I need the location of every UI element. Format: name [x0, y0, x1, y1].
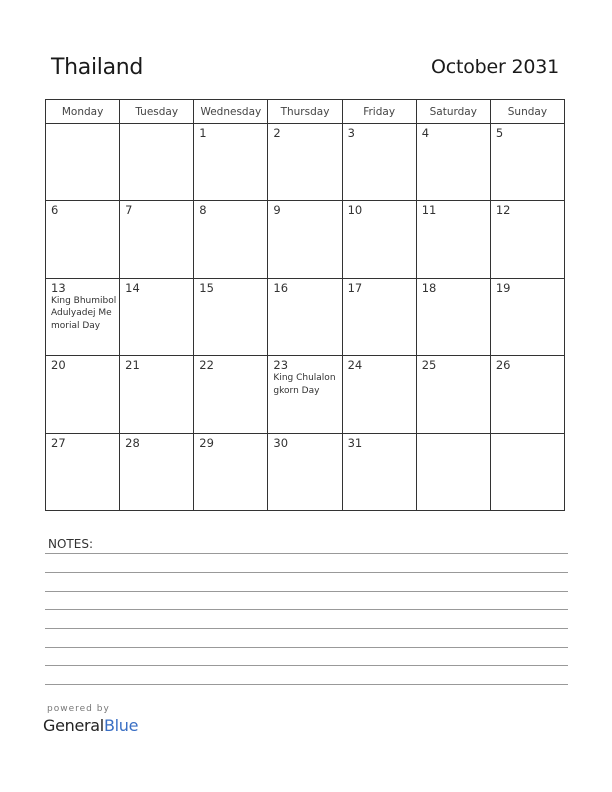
- weekday-header: Thursday: [268, 100, 342, 124]
- day-cell: [416, 433, 490, 510]
- notes-line: [45, 609, 568, 610]
- holiday-label: King Bhumibol Adulyadej Memorial Day: [51, 295, 117, 331]
- day-cell: [268, 124, 342, 201]
- country-title: Thailand: [51, 55, 144, 80]
- day-cell: [46, 124, 120, 201]
- day-number: 13: [51, 280, 66, 295]
- day-number: [120, 124, 193, 126]
- weekday-header: Sunday: [490, 100, 564, 124]
- day-number: 4: [421, 126, 430, 140]
- day-number: 2: [273, 126, 281, 140]
- weekday-header: Wednesday: [194, 100, 268, 124]
- day-cell: [416, 124, 490, 201]
- day-number: 7: [125, 203, 133, 218]
- day-number: 9: [273, 203, 281, 218]
- week-row: [46, 356, 565, 433]
- day-number: 10: [347, 203, 363, 218]
- day-cell: [490, 201, 564, 278]
- day-number: 8: [199, 203, 207, 218]
- day-number: 19: [495, 280, 511, 295]
- day-cell: [416, 356, 490, 433]
- notes-line: [45, 572, 568, 573]
- holiday-label: King Chulalongkorn Day: [273, 373, 336, 396]
- day-cell: [490, 124, 564, 201]
- day-number: 17: [347, 280, 363, 295]
- weekday-header: Saturday: [416, 100, 490, 124]
- notes-line: [45, 665, 568, 666]
- day-number: 22: [199, 358, 214, 373]
- day-cell: [120, 356, 194, 433]
- day-cell: [268, 356, 342, 433]
- day-cell: [416, 278, 490, 355]
- day-number: 29: [199, 435, 214, 450]
- powered-by-text: powered by: [47, 704, 110, 714]
- weekday-header-row: [46, 100, 565, 124]
- week-row: [46, 278, 565, 355]
- day-cell: [416, 201, 490, 278]
- day-cell: [46, 201, 120, 278]
- day-cell: [120, 201, 194, 278]
- day-cell: [194, 124, 268, 201]
- day-number: 23: [273, 358, 289, 373]
- notes-label: NOTES:: [48, 537, 93, 551]
- notes-line: [45, 591, 568, 592]
- day-number: [491, 434, 564, 436]
- notes-line: [45, 553, 568, 554]
- calendar-grid: [45, 99, 565, 511]
- day-cell: [194, 433, 268, 510]
- day-number: 24: [347, 358, 363, 373]
- day-cell: [268, 201, 342, 278]
- day-cell: [490, 433, 564, 510]
- notes-line: [45, 647, 568, 648]
- day-cell: [46, 278, 120, 355]
- day-cell: [268, 278, 342, 355]
- day-number: 31: [347, 435, 363, 450]
- day-number: 14: [125, 280, 140, 295]
- day-number: 3: [347, 126, 355, 140]
- day-cell: [120, 433, 194, 510]
- day-cell: [490, 278, 564, 355]
- day-number: 20: [51, 358, 66, 373]
- month-year-title: October 2031: [430, 56, 559, 78]
- day-number: 5: [495, 126, 504, 140]
- day-cell: [46, 356, 120, 433]
- day-number: 6: [51, 203, 59, 218]
- day-cell: [46, 433, 120, 510]
- day-cell: [268, 433, 342, 510]
- weekday-header: Friday: [342, 100, 416, 124]
- generalblue-logo: [43, 716, 138, 735]
- weekday-header: Monday: [46, 100, 120, 124]
- day-cell: [342, 278, 416, 355]
- notes-line: [45, 628, 568, 629]
- week-row: [46, 124, 565, 201]
- day-number: 11: [421, 203, 437, 218]
- day-cell: [342, 124, 416, 201]
- notes-line: [45, 684, 568, 685]
- day-cell: [194, 278, 268, 355]
- day-number: 16: [273, 280, 289, 295]
- day-number: 12: [495, 203, 511, 218]
- day-cell: [342, 433, 416, 510]
- day-number: [46, 124, 119, 126]
- day-number: 26: [495, 358, 511, 373]
- day-number: 30: [273, 435, 289, 450]
- logo-text-general: General: [43, 716, 104, 735]
- day-number: 15: [199, 280, 214, 295]
- day-number: 18: [421, 280, 437, 295]
- day-number: 25: [421, 358, 437, 373]
- day-number: 28: [125, 435, 140, 450]
- day-cell: [120, 124, 194, 201]
- week-row: [46, 201, 565, 278]
- day-cell: [194, 356, 268, 433]
- day-number: 27: [51, 435, 66, 450]
- day-cell: [120, 278, 194, 355]
- day-cell: [194, 201, 268, 278]
- day-number: [417, 434, 490, 436]
- week-row: [46, 433, 565, 510]
- day-number: 21: [125, 358, 140, 373]
- day-cell: [342, 356, 416, 433]
- day-number: 1: [199, 126, 207, 140]
- day-cell: [342, 201, 416, 278]
- weekday-header: Tuesday: [120, 100, 194, 124]
- logo-text-blue: Blue: [103, 716, 139, 735]
- day-cell: [490, 356, 564, 433]
